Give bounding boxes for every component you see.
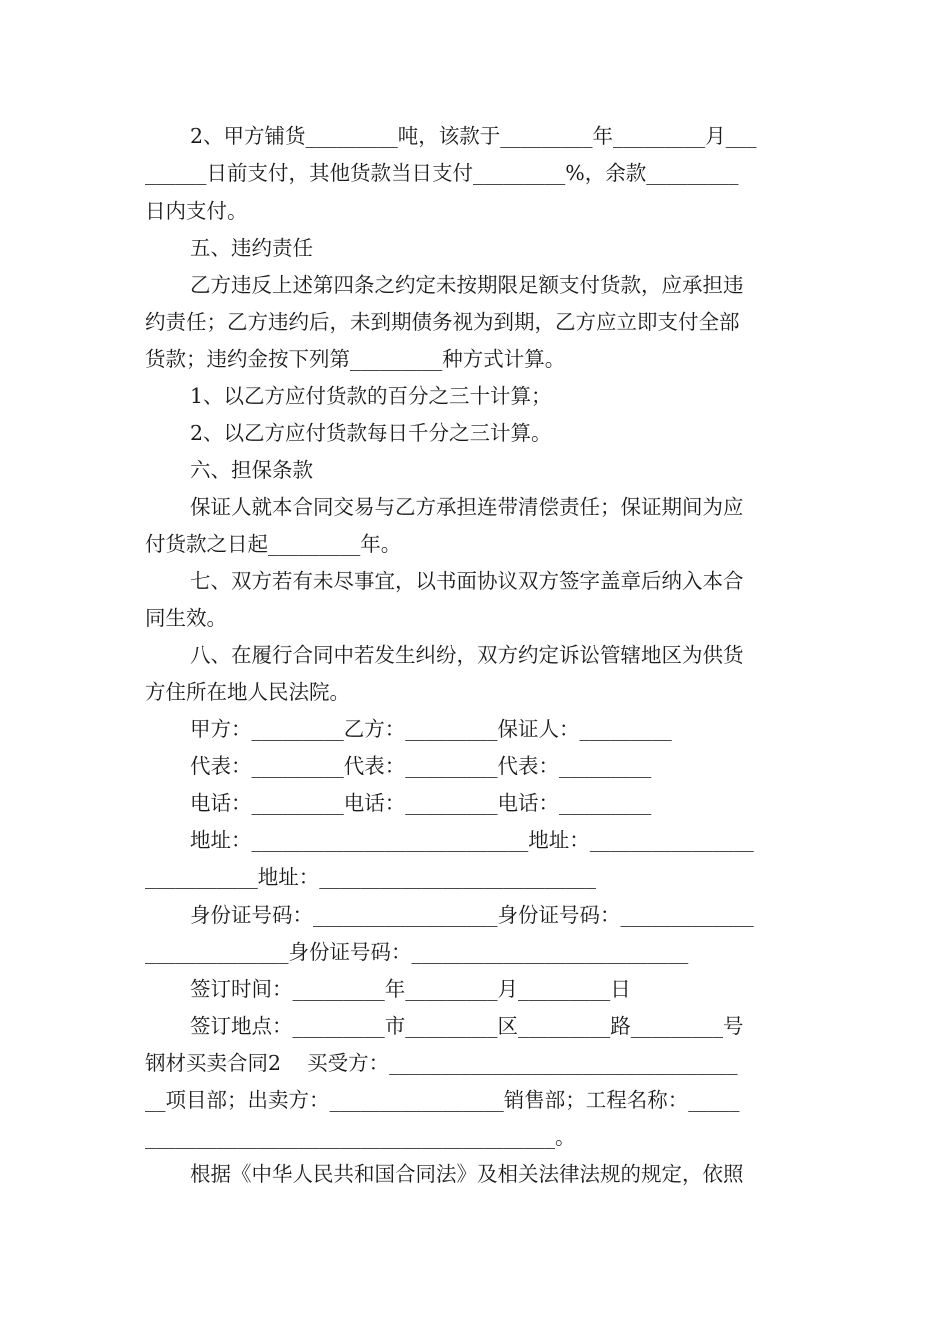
section-heading: 五、违约责任 <box>190 236 313 260</box>
text-line: 七、双方若有未尽事宜，以书面协议双方签字盖章后纳入本合 <box>190 569 744 593</box>
text-line: 2、甲方铺货_________吨，该款于_________年_________月___ <box>190 124 757 148</box>
text-line: 保证人就本合同交易与乙方承担连带清偿责任；保证期间为应 <box>190 495 744 519</box>
text-line: __项目部；出卖方：_________________销售部；工程名称：_____ <box>145 1088 740 1112</box>
signature-line: 签订时间：_________年_________月_________日 <box>190 977 631 1001</box>
text-line: 日内支付。 <box>145 199 248 223</box>
signature-line: 甲方：_________乙方：_________保证人：_________ <box>190 717 672 741</box>
text-line: 八、在履行合同中若发生纠纷，双方约定诉讼管辖地区为供货 <box>190 643 744 667</box>
signature-line: 身份证号码：__________________身份证号码：_____________ <box>190 903 754 927</box>
signature-line: ______________身份证号码：___________________________ <box>145 940 689 964</box>
text-line: 方住所在地人民法院。 <box>145 680 350 704</box>
text-line: 根据《中华人民共和国合同法》及相关法律法规的规定，依照 <box>190 1162 744 1186</box>
signature-line: 代表：_________代表：_________代表：_________ <box>190 754 652 778</box>
signature-line: 电话：_________电话：_________电话：_________ <box>190 791 652 815</box>
text-line: 1、以乙方应付货款的百分之三十计算； <box>190 384 552 408</box>
text-line: 同生效。 <box>145 606 227 630</box>
text-line: 乙方违反上述第四条之约定未按期限足额支付货款，应承担违 <box>190 273 744 297</box>
text-line: ______日前支付，其他货款当日支付_________%，余款_________ <box>145 161 739 185</box>
signature-line: 地址：___________________________地址：________________ <box>190 828 754 852</box>
signature-line: 签订地点：_________市_________区_________路_________号 <box>190 1014 744 1038</box>
text-line: 付货款之日起_________年。 <box>145 532 402 556</box>
text-line: 钢材买卖合同2 买受方：__________________________________ <box>145 1051 738 1075</box>
text-line: 约责任；乙方违约后，未到期债务视为到期，乙方应立即支付全部 <box>145 310 740 334</box>
section-heading: 六、担保条款 <box>190 458 313 482</box>
text-line: 货款；违约金按下列第_________种方式计算。 <box>145 347 566 371</box>
text-line: 2、以乙方应付货款每日千分之三计算。 <box>190 421 552 445</box>
text-line: ________________________________________。 <box>145 1125 576 1149</box>
signature-line: ___________地址：___________________________ <box>145 865 596 889</box>
